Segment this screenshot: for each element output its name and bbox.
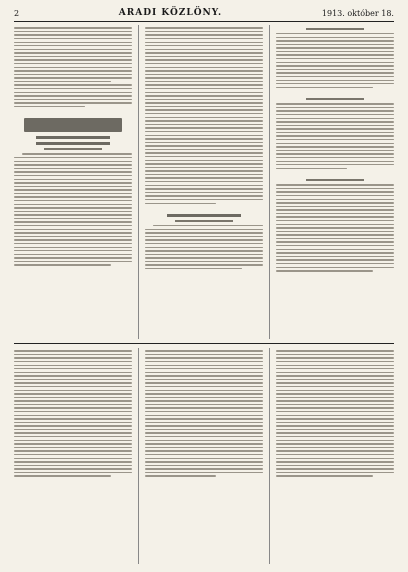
notice-text-right-3 [276, 184, 394, 271]
lower-column-middle [145, 348, 263, 564]
lower-column-right [276, 348, 394, 564]
lower-column-left [14, 348, 132, 564]
notice-text-right [276, 33, 394, 88]
column-separator [269, 348, 270, 564]
section-rule [14, 343, 394, 344]
column-middle [145, 25, 263, 339]
section-subheading-left [36, 136, 110, 139]
notice-heading-right-2 [306, 98, 364, 100]
section-subheading-left-2 [36, 142, 110, 145]
column-separator [138, 25, 139, 339]
column-left [14, 25, 132, 339]
article-text-left [14, 27, 132, 107]
section-heading-left [24, 118, 122, 132]
author-line-middle [175, 220, 233, 222]
column-separator [269, 25, 270, 339]
upper-columns [14, 25, 394, 339]
issue-date: 1913. október 18. [321, 8, 394, 18]
header-rule [14, 21, 394, 22]
author-line-left [44, 148, 102, 150]
page-header [14, 6, 394, 20]
notice-heading-right [306, 28, 364, 30]
lower-columns [14, 348, 394, 564]
page-number: 2 [14, 8, 20, 18]
notice-heading-right-3 [306, 179, 364, 181]
article-text-middle [145, 27, 263, 204]
column-right [276, 25, 394, 339]
section-text-middle [145, 225, 263, 269]
masthead-title: ARADI KÖZLÖNY. [118, 8, 223, 18]
section-heading-middle [167, 214, 241, 217]
notice-text-right-2 [276, 103, 394, 169]
column-separator [138, 348, 139, 564]
section-text-left [14, 153, 132, 265]
